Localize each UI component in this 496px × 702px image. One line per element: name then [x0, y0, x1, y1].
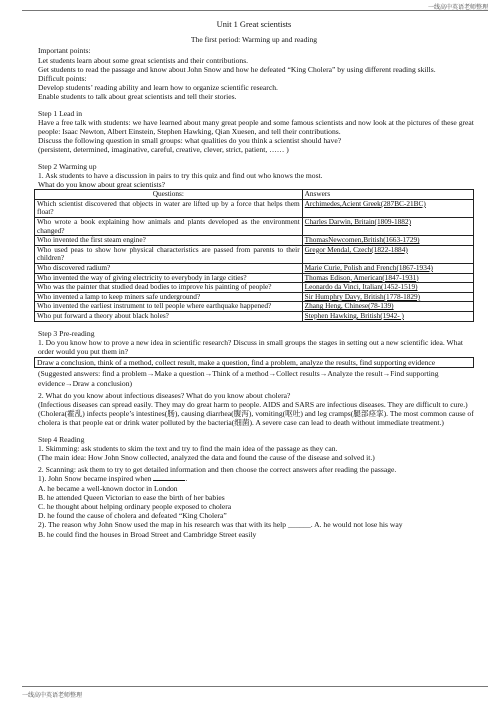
- stages-box: Draw a conclusion, think of a method, collect result, make a question, find a problem, analyze the results, find supporting evidence: [34, 357, 474, 368]
- quiz-question: Who invented a lamp to keep miners safe underground?: [35, 292, 303, 302]
- important-points-heading: Important points:: [38, 46, 91, 56]
- lesson-title: Unit 1 Great scientists: [216, 20, 292, 29]
- quiz-answer: Archimedes,Acient Greek(287BC-21BC): [302, 199, 473, 217]
- quiz-question: Who used peas to show how physical characteristics are passed from parents to their children?: [35, 245, 303, 263]
- quiz-question: Who invented the first steam engine?: [35, 236, 303, 246]
- step3-heading: Step 3 Pre-reading: [38, 328, 95, 338]
- quiz-row: [35, 236, 474, 246]
- step2-heading: Step 2 Warming up: [38, 161, 97, 171]
- header-tag: 一线高中英语老师整理: [427, 5, 488, 11]
- option: B. he could find the houses in Broad Street and Cambridge Street easily: [38, 529, 257, 539]
- quiz-question: Who discovered radium?: [35, 264, 303, 274]
- difficult-points-heading: Difficult points:: [38, 74, 87, 84]
- quiz-answer: Marie Curie, Polish and French(1867-1934): [302, 264, 473, 274]
- scanning-instruction: 2. Scanning: ask them to try to get detailed information and then choose the correct answers after reading the passage.: [38, 465, 397, 475]
- skimming-instruction: 1. Skimming: ask students to skim the text and try to find the main idea of the passage as they can.: [38, 443, 338, 453]
- quiz-row: [35, 283, 474, 293]
- quiz-row: [35, 245, 474, 263]
- question-2: 2). The reason why John Snow used the map in his research was that with its help ______. A. he would not lose his way: [38, 520, 403, 530]
- footer-tag: 一线高中英语老师整理: [22, 693, 83, 699]
- option: A. he became a well-known doctor in London: [38, 483, 178, 493]
- quiz-answer: Gregor Mendal, Czech(1822-1884): [302, 245, 473, 263]
- option: C. he thought about helping ordinary people exposed to cholera: [38, 502, 232, 512]
- quiz-row: [35, 311, 474, 321]
- period-title: The first period: Warming up and reading: [190, 35, 318, 45]
- difficult-point: Develop students’ reading ability and learn how to organize scientific research.: [38, 83, 278, 93]
- step3-question2: 2. What do you know about infectious diseases? What do you know about cholera?: [38, 390, 291, 400]
- option: B. he attended Queen Victorian to ease the birth of her babies: [38, 492, 225, 502]
- quiz-header-row: [35, 190, 474, 200]
- step1-heading: Step 1 Lead in: [38, 108, 83, 118]
- questions-header: Questions:: [35, 190, 303, 200]
- lesson-content: [34, 20, 474, 539]
- step2-instruction: 1. Ask students to have a discussion in pairs to try this quiz and find out who knows the most.: [38, 170, 323, 180]
- quiz-answer: Sir Humphry Davy, British(1778-1829): [302, 292, 473, 302]
- main-idea: (The main idea: How John Snow collected, analyzed the data and found the cause of the disease and solved it.): [38, 453, 375, 462]
- quiz-question: Who invented the earliest instrument to tell people where earthquake happened?: [35, 302, 303, 312]
- step4-heading: Step 4 Reading: [38, 434, 85, 444]
- option: D. he found the cause of cholera and defeated “King Cholera”: [38, 511, 227, 521]
- quiz-question: Who invented the way of giving electricity to everybody in large cities?: [35, 273, 303, 283]
- header-divider: [22, 10, 488, 11]
- suggested-answers: (Suggested answers: find a problem→Make a question→Think of a method→Collect results→Analyze the result→Find supporting evidence→Draw a conclusion): [38, 369, 439, 388]
- step2-question: What do you know about great scientists?: [38, 180, 165, 190]
- quiz-question: Which scientist discovered that objects in water are lifted up by a force that helps them float?: [35, 199, 303, 217]
- quiz-row: [35, 264, 474, 274]
- infectious-answer: (Infectious diseases can spread easily. They may do great harm to people. AIDS and SARS are infectious diseases. They are difficult to cure.): [38, 399, 468, 409]
- cholera-answer: (Cholera(霍乱) infects people’s intestines(肠), causing diarrhea(腹泻), vomiting(呕吐) and leg cramps(腿部痉挛). The most common cause of cholera is that people eat or drink water polluted by the bacteria(细菌). A severe case can lead to death without immediate treatment.): [38, 409, 474, 428]
- step1-text: Have a free talk with students: we have learned about many great people and some famous scientists and now look at the pictures of these great people: Isaac Newton, Albert Einstein, Stephen Hawking, Qian Xuesen, and tell their contributions.: [38, 117, 474, 137]
- answer-blank: [153, 474, 185, 481]
- quiz-question: Who put forward a theory about black holes?: [35, 311, 303, 321]
- quiz-table: [34, 189, 474, 321]
- quiz-answer: Stephen Hawking, British(1942- ): [302, 311, 473, 321]
- answers-header: Answers: [302, 190, 473, 200]
- step3-question1: 1. Do you know how to prove a new idea in scientific research? Discuss in small groups the stages in setting out a new scientific idea. What order would you put them in?: [38, 337, 464, 356]
- quiz-answer: Thomas Edison, American(1847-1931): [302, 273, 473, 283]
- important-point: Let students learn about some great scientists and their contributions.: [38, 55, 249, 65]
- step1-adjectives: (persistent, determined, imaginative, careful, creative, clever, strict, patient, …… ): [38, 145, 289, 155]
- quiz-row: [35, 218, 474, 236]
- quiz-row: [35, 199, 474, 217]
- quiz-answer: ThomasNewcomen,British(1663-1729): [302, 236, 473, 246]
- quiz-answer: Charles Darwin, Britain(1809-1882): [302, 218, 473, 236]
- step1-question: Discuss the following question in small groups: what qualities do you think a scientist should have?: [38, 136, 342, 146]
- question-1-text: 1). John Snow became inspired when: [38, 474, 152, 484]
- quiz-answer: Leonardo da Vinci, Italian(1452-1519): [302, 283, 473, 293]
- difficult-point: Enable students to talk about great scientists and tell their stories.: [38, 92, 237, 102]
- quiz-question: Who wrote a book explaining how animals and plants developed as the environment changed?: [35, 218, 303, 236]
- important-point: Get students to read the passage and know about John Snow and how he defeated “King Cholera” by using different reading skills.: [38, 64, 436, 74]
- question-1: 1). John Snow became inspired when .: [38, 474, 188, 484]
- footer-divider: [22, 686, 488, 687]
- quiz-answer: Zhang Heng, Chinese(78-139): [302, 302, 473, 312]
- quiz-question: Who was the painter that studied dead bodies to improve his painting of people?: [35, 283, 303, 293]
